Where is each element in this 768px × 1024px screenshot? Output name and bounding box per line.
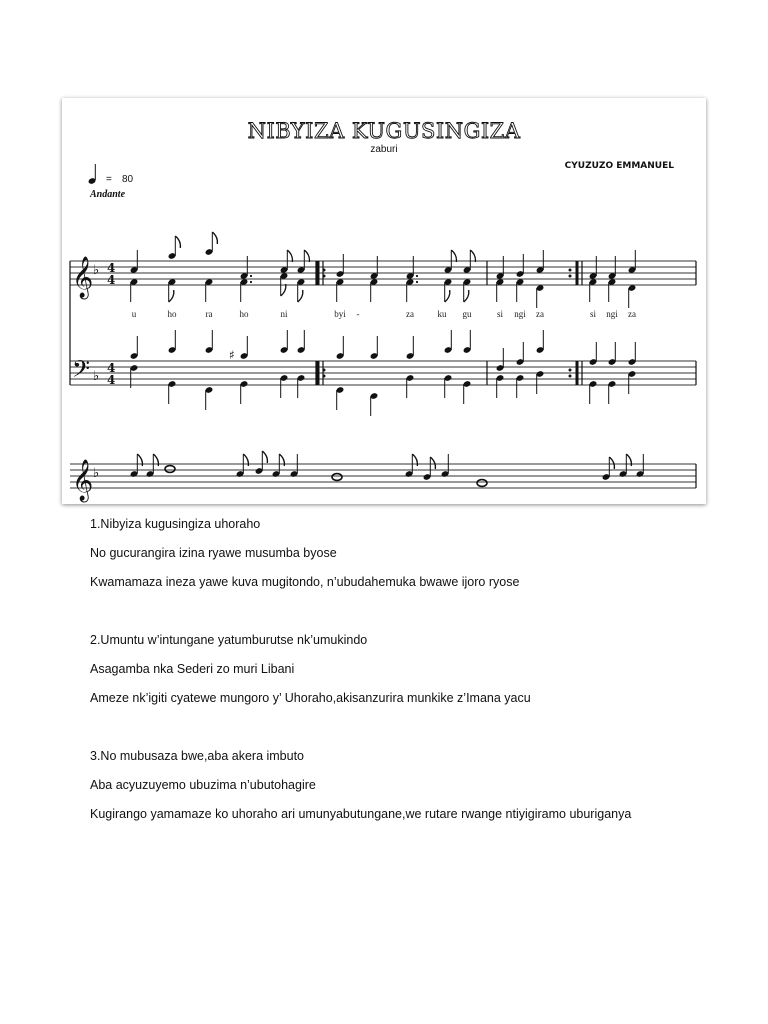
note [444,278,453,302]
verse-3 [90,748,730,822]
time-signature: 4 [107,373,116,387]
note [516,342,525,366]
lyric-syllable: si [589,309,597,319]
note [516,374,525,398]
note [280,330,289,354]
note [463,330,472,354]
lyric-syllable: ho [167,309,177,319]
staff [70,464,696,488]
lyric-syllable: za [536,309,544,319]
sheet-music-image [62,98,706,504]
note [536,250,545,274]
time-signature: 4 [107,261,116,275]
lyric-syllable: si [496,309,504,319]
note [628,370,637,394]
tempo-word: Andante [90,189,126,200]
music-system-1 [70,232,696,416]
whole-note [332,474,342,481]
composer-name: CYUZUZO EMMANUEL [564,161,674,171]
note [205,386,214,410]
note [602,457,615,481]
note [628,342,637,366]
note [444,250,457,274]
tempo-value: 80 [122,174,134,185]
lyric-syllable: gu [462,309,472,319]
note [290,454,299,478]
note [406,336,415,360]
note [496,348,505,372]
note [628,284,637,308]
note [406,256,418,280]
lyric-syllable: ku [437,309,447,319]
time-signature: 4 [107,361,116,375]
lyric-syllable: za [628,309,636,319]
note [205,278,214,302]
note [423,457,436,481]
repeat-dot [323,275,326,278]
sharp-sign: ♯ [229,348,235,362]
note [297,278,306,302]
flat-sign: ♭ [93,369,100,384]
repeat-dot [569,375,572,378]
note [496,374,505,398]
treble-clef: 𝄞 [72,460,94,501]
verse-line: No gucurangira izina ryawe musumba byose [90,546,337,560]
tempo-equals: = [106,174,112,185]
note [255,451,268,475]
tempo-marking [88,164,134,200]
note [272,454,285,478]
note [370,256,379,280]
lyric-syllable: ngi [514,309,526,319]
verse-line: Kwamamaza ineza yawe kuva mugitondo, n’ubudahemuka bwawe ijoro ryose [90,575,520,589]
note [608,256,617,280]
note [336,386,345,410]
repeat-dot [323,269,326,272]
note [628,250,637,274]
staff [70,361,696,385]
note [240,256,252,280]
note [444,330,453,354]
note [370,278,379,302]
flat-sign: ♭ [93,466,100,481]
note [130,364,139,388]
repeat-dot [569,275,572,278]
note [370,392,379,416]
flat-sign: ♭ [93,263,100,278]
lyric-syllable: ni [280,309,288,319]
lyric-syllable: ngi [606,309,618,319]
note [406,278,418,302]
note [336,254,345,278]
note [406,374,415,398]
staff [70,261,696,285]
treble-clef: 𝄞 [72,257,94,298]
lyric-syllable: ho [239,309,249,319]
note [463,380,472,404]
note [463,250,476,274]
note [444,374,453,398]
verse-2 [90,632,730,706]
note [536,330,545,354]
note [536,284,545,308]
note [619,454,632,478]
verse-line: Kugirango yamamaze ko uhoraho ari umunyabutungane,we rutare rwange ntiyigiramo uburiganya [90,807,632,821]
note [496,278,505,302]
note [336,278,345,302]
lyric-syllable: - [356,309,360,319]
note [589,278,598,302]
verse-line: Ameze nk’igiti cyatewe mungoro y’ Uhoraho,akisanzurira munkike z’Imana yacu [90,691,531,705]
repeat-dot [323,369,326,372]
lyric-syllable: ra [205,309,213,319]
note [280,250,293,274]
note [636,454,645,478]
lyric-syllable: u [131,309,137,319]
note [370,336,379,360]
note [516,254,525,278]
note [280,272,289,296]
note [297,330,306,354]
verse-line: Asagamba nka Sederi zo muri Libani [90,662,295,676]
note [130,278,139,302]
verse-line: 2.Umuntu w’intungane yatumburutse nk’umukindo [90,633,368,647]
score-subtitle: zaburi [370,144,398,155]
note [608,380,617,404]
lyric-syllable: byi [334,309,346,319]
note [130,250,139,274]
repeat-dot [569,369,572,372]
note [297,374,306,398]
note [441,454,450,478]
note [168,278,177,302]
note [589,380,598,404]
verse-line: 3.No mubusaza bwe,aba akera imbuto [90,749,305,763]
time-signature: 4 [107,273,116,287]
note [236,454,249,478]
note [297,250,310,274]
score-title: NIBYIZA KUGUSINGIZA [247,119,521,143]
verses-text [90,516,730,835]
lyric-syllable: za [406,309,414,319]
verse-1 [90,516,730,590]
music-system-2 [70,451,696,502]
note [130,454,143,478]
note [168,236,181,260]
note [168,380,177,404]
note [240,380,249,404]
note [205,232,218,256]
note [463,278,472,302]
note [168,330,177,354]
note [146,454,159,478]
lyrics-line [132,309,636,319]
note [589,256,598,280]
note [608,342,617,366]
note [496,256,505,280]
verse-line: Aba acyuzuyemo ubuzima n’ubutohagire [90,778,316,792]
note [240,336,249,360]
note [240,278,252,302]
repeat-dot [569,269,572,272]
whole-note [477,480,487,487]
note [336,336,345,360]
note [205,330,214,354]
repeat-dot [323,375,326,378]
note [516,278,525,302]
whole-note [165,466,175,473]
note [130,336,139,360]
note [589,342,598,366]
note [536,370,545,394]
verse-line: 1.Nibyiza kugusingiza uhoraho [90,517,261,531]
note [405,454,418,478]
note [608,278,617,302]
bass-clef: 𝄢 [72,355,91,388]
note [280,374,289,398]
